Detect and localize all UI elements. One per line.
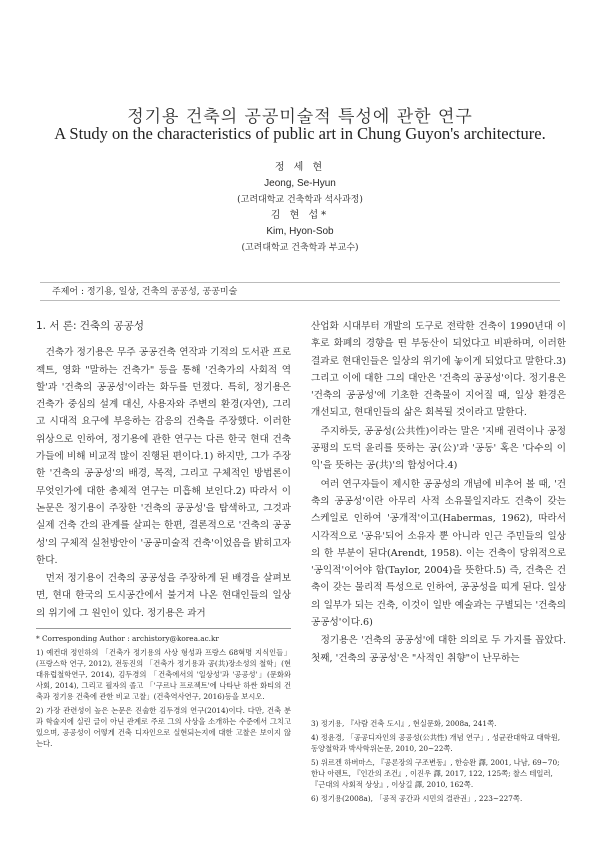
footnotes-right	[311, 718, 566, 807]
footnote: 4) 정윤경, 「공공디자인의 공공성(公共性) 개념 연구」, 성균관대학교 대학원, 동양철학과 박사학위논문, 2010, 20~22쪽.	[311, 733, 561, 753]
author-2-name-korean: 김 현 섭*	[270, 210, 330, 221]
keywords-text: 주제어 : 정기용, 일상, 건축의 공공성, 공공미술	[52, 287, 238, 297]
author-1-affiliation: (고려대학교 건축학과 석사과정)	[237, 195, 363, 205]
body-paragraph: 먼저 정기용이 건축의 공공성을 주장하게 된 배경을 살펴보면, 현대 한국의 도시공간에서 불거져 나온 현대인들의 일상의 위기에 그 원인이 있다. 정기용은 과거	[36, 573, 291, 619]
right-column	[311, 318, 566, 668]
author-1-name-korean: 정 세 현	[274, 162, 326, 173]
body-paragraph: 정기용은 '건축의 공공성'에 대한 의의로 두 가지를 꼽았다. 첫째, '건축의 공공성'은 "사적인 취향"이 난무하는	[311, 635, 566, 664]
footnote: 1) 예컨대 정인하의 「건축가 정기용의 사상 형성과 프랑스 68혁명 지식인들」(프랑스학 연구, 2012), 전동진의 「건축가 정기용과 공(共)장소성의 철학」(현대유럽철학연구, 2014), 김두경의 「건축에서의 '일상성'과 '공공성'」(문화와 사회, 2014), 그리고 필자의 졸고 「'구르나 프로젝트'에 나타난 하싼 화티의 건축과 정기용 건축에 관한 비교 고찰」(건축역사연구, 2016)등을 보시오.	[36, 648, 291, 702]
footnote: 3) 정기용, 『사람 건축 도시』, 현실문화, 2008a, 241쪽.	[311, 719, 497, 728]
body-paragraph: 주지하듯, 공공성(公共性)이라는 말은 '지배 권력이나 공정 공평의 도덕 윤리를 뜻하는 공(公)'과 '공동' 혹은 '다수의 이익'을 뜻하는 공(共)'의 합성어다.4)	[311, 425, 566, 472]
footnote: 5) 위르겐 하버마스, 『공론장의 구조변동』, 한승완 譯, 2001, 나남, 69~70; 한나 아렌트, 『인간의 조건』, 이진우 譯, 2017, 122, 125쪽; 찰스 테일러, 『근대의 사회적 상상』, 이상길 譯, 2010, 162쪽.	[311, 758, 560, 789]
left-column	[36, 318, 291, 752]
author-2-name-english: Kim, Hyon-Sob	[266, 226, 334, 237]
section-heading: 1. 서 론: 건축의 공공성	[36, 320, 145, 332]
body-paragraph: 건축가 정기용은 무주 공공건축 연작과 기적의 도서관 프로젝트, 영화 "말하는 건축가" 등을 통해 '건축가의 사회적 역할'과 '건축의 공공성'이라는 화두를 던졌다. 특히, 정기용은 건축가 중심의 설계 대신, 사용자와 주변의 환경(자연), 그리고 시대적 요구에 부응하는 감응의 건축을 주장했다. 이러한 위상으로 인하여, 정기용에 관한 연구는 다른 한국 현대 건축가들에 비해 비교적 많이 진행된 편이다.1) 하지만, 그가 주장한 '건축의 공공성'의 배경, 목적, 그리고 구체적인 방법론이 무엇인가에 대한 총체적 연구는 미흡해 보인다.2) 따라서 이 논문은 정기용이 주장한 '건축의 공공성'을 탐색하고, 그것과 실제 건축 간의 관계를 살피는 한편, 결론적으로 '건축의 공공성'의 구체적 실천방안이 '공공미술적 건축'이었음을 밝히고자 한다.	[36, 347, 291, 566]
footnote: 2) 가장 관련성이 높은 논문은 진술한 김두경의 연구(2014)이다. 다만, 건축 분과 학술지에 실린 글이 아닌 관계로 주로 그의 사상을 소개하는 수준에서 그치고 있으며, 공공성이 어떻게 건축 디자인으로 실현되는지에 대한 고찰은 보이지 않는다.	[36, 706, 291, 749]
author-block	[0, 160, 600, 256]
keywords-box	[40, 282, 560, 301]
paper-title-korean: 정기용 건축의 공공미술적 특성에 관한 연구	[127, 107, 473, 127]
body-paragraph: 산업화 시대부터 개발의 도구로 전락한 건축이 1990년대 이후로 화폐의 경향을 띤 부동산이 되었다고 비판하며, 이러한 결과로 현대인들은 일상의 위기에 놓이게 되었다고 말한다.3) 그리고 이에 대한 그의 대안은 '건축의 공공성'이다. 정기용은 '건축의 공공성'에 기초한 건축물이 지어질 때, 일상 환경은 개선되고, 현대인들의 삶은 회복될 것이라고 말한다.	[311, 321, 566, 419]
author-2-affiliation: (고려대학교 건축학과 부교수)	[241, 243, 359, 253]
body-paragraph: 여러 연구자들이 제시한 공공성의 개념에 비추어 볼 때, '건축의 공공성'이란 아무리 사적 소유물일지라도 건축이 갖는 스케일로 인하여 '공개적'이고(Habermas, 1962), 따라서 시각적으로 '공유'되어 소유자 뿐 아니라 인근 주민들의 일상의 한 부분이 된다(Arendt, 1958). 이는 건축이 당위적으로 '공익적'이어야 함(Taylor, 2004)을 뜻한다.5) 즉, 건축은 건축이 갖는 물리적 특성으로 인하여, 공공성을 띠게 된다. 일상의 일부가 되는 건축, 이것이 일반 예술과는 구별되는 '건축의 공공성'이다.6)	[311, 478, 566, 629]
footnote: * Corresponding Author : archistory@korea.ac.kr	[36, 634, 219, 644]
author-1-name-english: Jeong, Se-Hyun	[264, 178, 336, 189]
footnote: 6) 정기용(2008a), 「공적 공간과 시민의 결관권」, 223~227쪽.	[311, 794, 523, 803]
footnote-divider	[36, 628, 291, 629]
paper-title-english: A Study on the characteristics of public art in Chung Guyon's architecture.	[54, 124, 546, 143]
